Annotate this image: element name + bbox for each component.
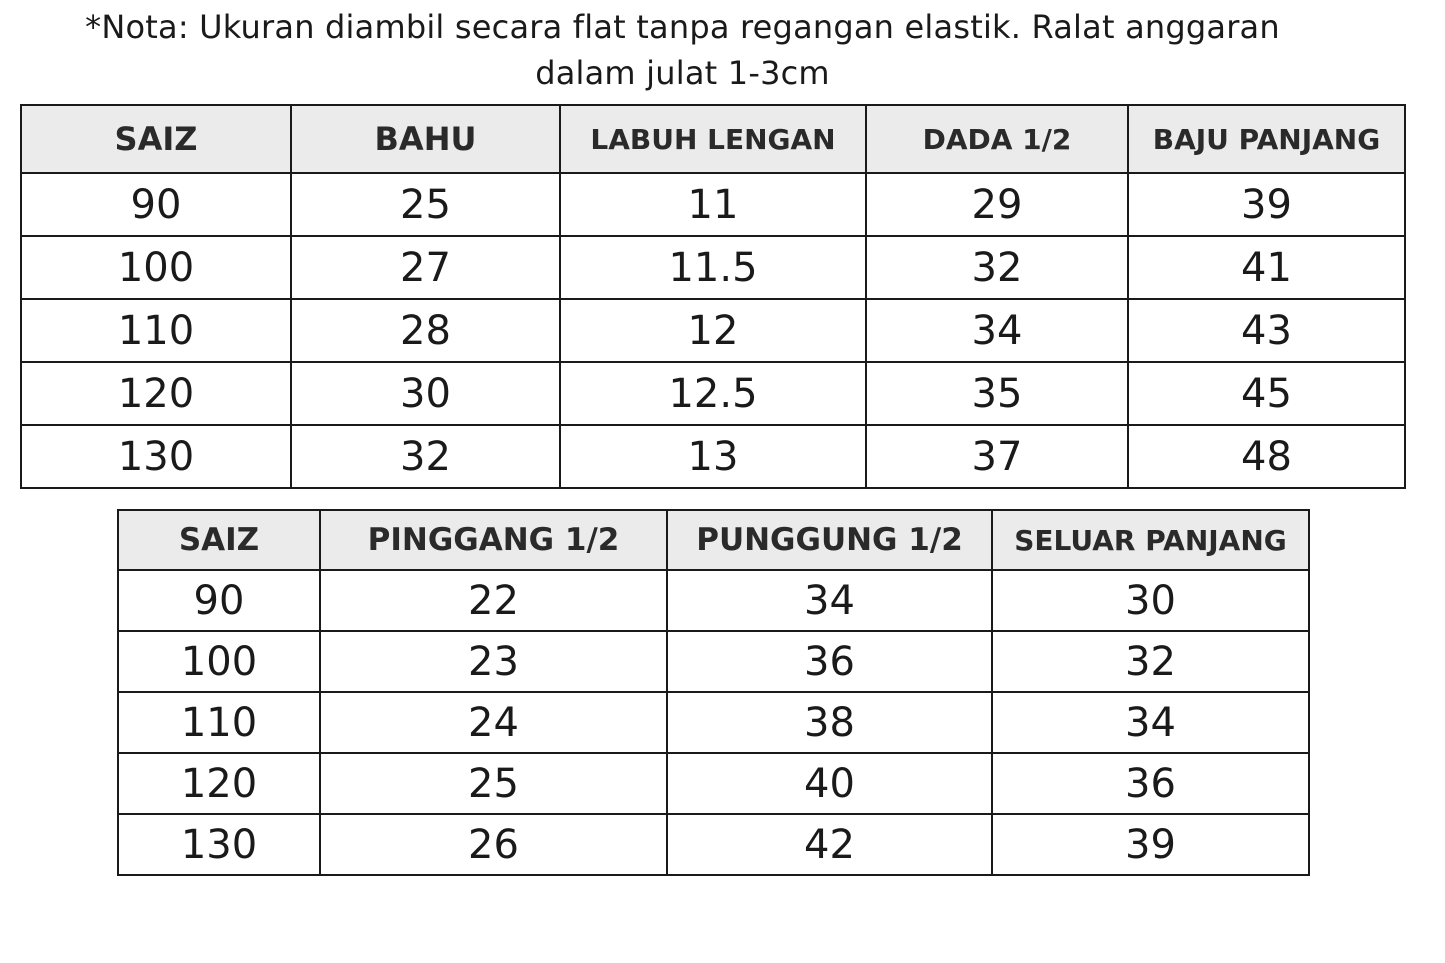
table-cell: 25: [320, 753, 667, 814]
table-row: [21, 236, 1405, 299]
table-cell: 23: [320, 631, 667, 692]
table-header-row: [118, 510, 1309, 570]
table-cell: 35: [866, 362, 1128, 425]
table-cell: 25: [291, 173, 560, 236]
table-cell: 38: [667, 692, 992, 753]
table-row: [118, 753, 1309, 814]
table-cell: 39: [992, 814, 1309, 875]
header-saiz: SAIZ: [118, 510, 320, 570]
table-cell: 48: [1128, 425, 1405, 488]
table-row: [21, 362, 1405, 425]
header-pinggang: PINGGANG 1/2: [320, 510, 667, 570]
table-cell: 34: [866, 299, 1128, 362]
table-cell: 26: [320, 814, 667, 875]
table-cell: 42: [667, 814, 992, 875]
table-cell: 28: [291, 299, 560, 362]
table-cell: 36: [667, 631, 992, 692]
table-cell: 22: [320, 570, 667, 631]
table-cell: 45: [1128, 362, 1405, 425]
table-cell: 110: [118, 692, 320, 753]
table-row: [118, 814, 1309, 875]
header-saiz: SAIZ: [21, 105, 291, 173]
table-header-row: [21, 105, 1405, 173]
table-cell: 36: [992, 753, 1309, 814]
table-cell: 29: [866, 173, 1128, 236]
table-cell: 27: [291, 236, 560, 299]
header-dada: DADA 1/2: [866, 105, 1128, 173]
table-cell: 34: [667, 570, 992, 631]
header-baju-panjang: BAJU PANJANG: [1128, 105, 1405, 173]
top-size-table: [20, 104, 1406, 489]
table-cell: 130: [21, 425, 291, 488]
header-seluar-panjang: SELUAR PANJANG: [992, 510, 1309, 570]
table-cell: 120: [118, 753, 320, 814]
table-cell: 100: [118, 631, 320, 692]
table-cell: 90: [118, 570, 320, 631]
note-line-2: dalam julat 1-3cm: [535, 54, 830, 92]
table-row: [21, 425, 1405, 488]
table-cell: 32: [992, 631, 1309, 692]
table-cell: 12.5: [560, 362, 866, 425]
header-bahu: BAHU: [291, 105, 560, 173]
table-cell: 24: [320, 692, 667, 753]
header-punggung: PUNGGUNG 1/2: [667, 510, 992, 570]
bottom-size-table: [117, 509, 1310, 876]
table-cell: 130: [118, 814, 320, 875]
note-line-1: *Nota: Ukuran diambil secara flat tanpa regangan elastik. Ralat anggaran: [85, 8, 1280, 46]
measurement-note: [0, 4, 1365, 96]
table-row: [118, 570, 1309, 631]
table-cell: 37: [866, 425, 1128, 488]
table-row: [118, 631, 1309, 692]
table-row: [21, 173, 1405, 236]
table-cell: 30: [291, 362, 560, 425]
table-cell: 13: [560, 425, 866, 488]
table-cell: 12: [560, 299, 866, 362]
table-cell: 40: [667, 753, 992, 814]
table-cell: 11: [560, 173, 866, 236]
table-cell: 30: [992, 570, 1309, 631]
table-cell: 100: [21, 236, 291, 299]
table-cell: 32: [291, 425, 560, 488]
table-cell: 90: [21, 173, 291, 236]
table-cell: 11.5: [560, 236, 866, 299]
header-labuh-lengan: LABUH LENGAN: [560, 105, 866, 173]
table-row: [21, 299, 1405, 362]
table-cell: 43: [1128, 299, 1405, 362]
table-cell: 110: [21, 299, 291, 362]
table-cell: 39: [1128, 173, 1405, 236]
table-row: [118, 692, 1309, 753]
table-cell: 120: [21, 362, 291, 425]
table-cell: 34: [992, 692, 1309, 753]
table-cell: 41: [1128, 236, 1405, 299]
table-cell: 32: [866, 236, 1128, 299]
